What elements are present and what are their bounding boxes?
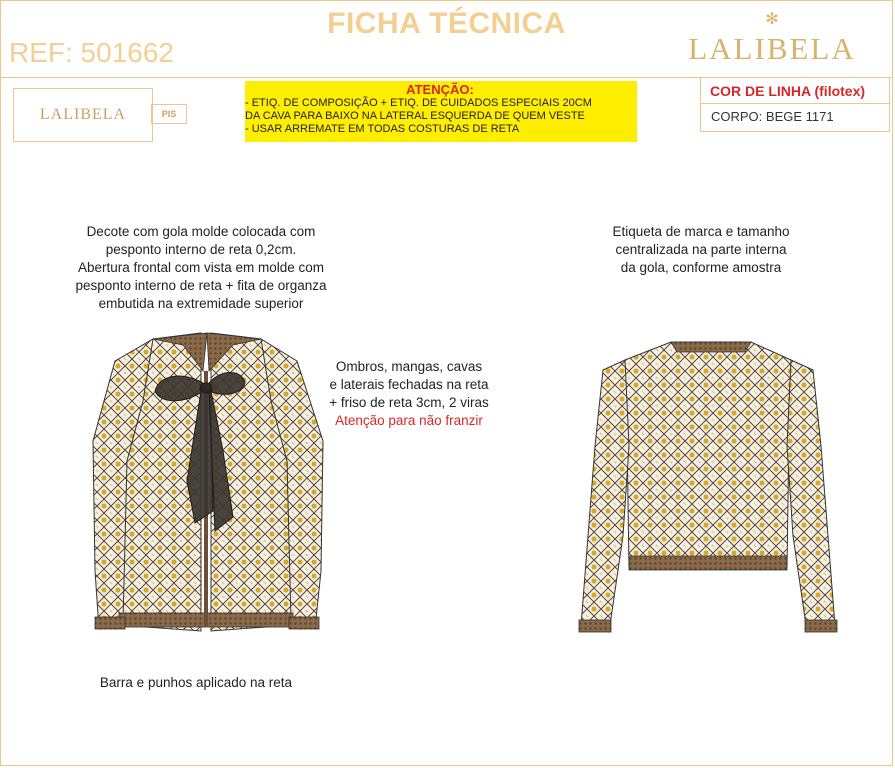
brand-name: LALIBELA: [688, 31, 856, 66]
back-body: [625, 342, 791, 568]
front-left-cuff: [95, 617, 125, 629]
pis-tag: PIS: [151, 104, 187, 124]
back-left-cuff: [579, 620, 611, 632]
note-line: pesponto interno de reta 0,2cm.: [105, 242, 297, 257]
back-right-cuff: [805, 620, 837, 632]
note-back-label: [571, 223, 831, 277]
reference-code: REF: 501662: [9, 37, 174, 68]
note-line: centralizada na parte interna: [615, 242, 787, 257]
note-line: Etiqueta de marca e tamanho: [612, 224, 790, 239]
note-line: Decote com gola molde colocada com: [86, 224, 316, 239]
note-front-neckline: [41, 223, 361, 313]
thread-color-divider: [701, 103, 889, 104]
page-title: FICHA TÉCNICA: [327, 7, 566, 40]
back-right-sleeve: [787, 360, 835, 632]
back-collar: [671, 342, 751, 352]
thread-color-box: [700, 77, 890, 132]
front-right-cuff: [289, 617, 319, 629]
note-line: pesponto interno de reta + fita de organza: [75, 278, 327, 293]
note-line: embutida na extremidade superior: [98, 296, 304, 311]
back-hem-band: [629, 556, 787, 570]
attention-box: [245, 81, 637, 142]
attention-title: ATENÇÃO:: [406, 82, 474, 97]
note-warning: Atenção para não franzir: [335, 413, 483, 428]
attention-line: DA CAVA PARA BAIXO NA LATERAL ESQUERDA DE QUEM VESTE: [245, 110, 585, 122]
note-line: e laterais fechadas na reta: [329, 377, 489, 392]
note-line: + friso de reta 3cm, 2 viras: [329, 395, 489, 410]
note-line: Abertura frontal com vista em molde com: [77, 260, 325, 275]
note-line: Ombros, mangas, cavas: [335, 359, 483, 374]
note-line: da gola, conforme amostra: [620, 260, 782, 275]
attention-line: - USAR ARREMATE EM TODAS COSTURAS DE RETA: [245, 123, 520, 135]
back-jacket-drawing: [573, 336, 843, 641]
thread-color-value: CORPO: BEGE 1171: [711, 109, 834, 124]
bee-icon: ✻: [765, 11, 779, 28]
front-jacket-drawing: [83, 331, 333, 646]
label-sample: LALIBELA: [13, 88, 153, 142]
brand-logo: [682, 11, 862, 67]
thread-color-title: COR DE LINHA (filotex): [710, 83, 866, 99]
attention-line: - ETIQ. DE COMPOSIÇÃO + ETIQ. DE CUIDADOS ESPECIAIS 20CM: [245, 97, 592, 109]
back-left-sleeve: [581, 360, 629, 632]
note-hem: Barra e punhos aplicado na reta: [99, 675, 293, 690]
